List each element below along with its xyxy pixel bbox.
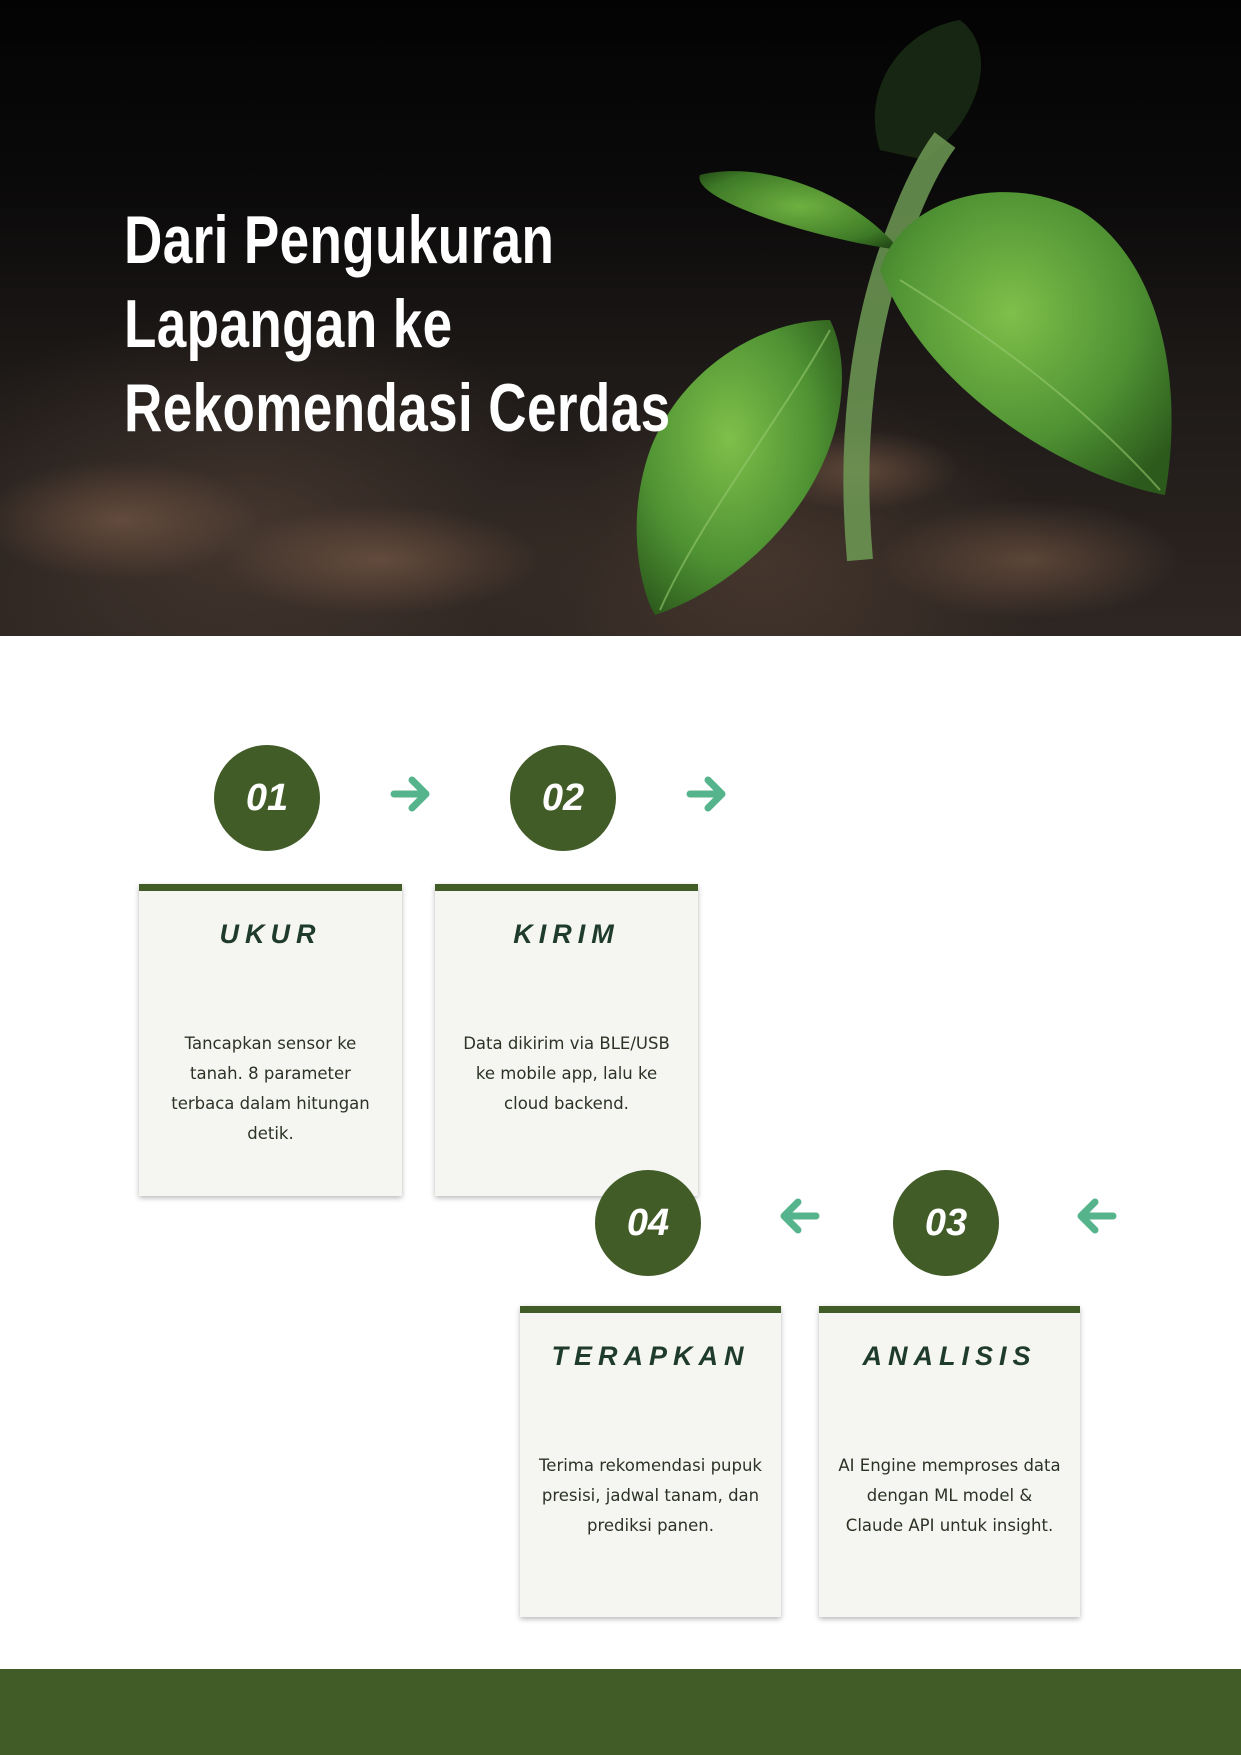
step-card-analisis xyxy=(819,1306,1080,1617)
arrow-left-icon xyxy=(1073,1194,1117,1238)
hero-title-line-1: Dari Pengukuran Lapangan ke xyxy=(124,202,555,362)
step-description-ukur: Tancapkan sensor ke tanah. 8 parameter terbaca dalam hitungan detik. xyxy=(171,1034,370,1143)
arrow-right-icon xyxy=(686,772,730,816)
step-number-01: 01 xyxy=(245,776,289,819)
step-number-02: 02 xyxy=(541,776,585,819)
step-number-04: 04 xyxy=(626,1201,670,1244)
step-title-kirim: KIRIM xyxy=(513,919,620,949)
step-number-badge-04 xyxy=(595,1170,701,1276)
step-title-terapkan: TERAPKAN xyxy=(551,1341,750,1371)
step-title-ukur: UKUR xyxy=(219,919,322,949)
step-card-kirim xyxy=(435,884,698,1196)
step-number-badge-02 xyxy=(510,745,616,851)
step-card-terapkan xyxy=(520,1306,781,1617)
hero-title-line-2: Rekomendasi Cerdas xyxy=(124,370,671,446)
step-number-badge-01 xyxy=(214,745,320,851)
arrow-right-icon xyxy=(390,772,434,816)
hero-title xyxy=(124,198,717,450)
step-card-ukur xyxy=(139,884,402,1196)
footer-band xyxy=(0,1669,1241,1755)
step-number-badge-03 xyxy=(893,1170,999,1276)
step-description-analisis: AI Engine memproses data dengan ML model & Claude API untuk insight. xyxy=(838,1456,1061,1535)
step-title-analisis: ANALISIS xyxy=(862,1341,1037,1371)
step-number-03: 03 xyxy=(924,1201,968,1244)
step-description-kirim: Data dikirim via BLE/USB ke mobile app, lalu ke cloud backend. xyxy=(463,1034,670,1113)
step-description-terapkan: Terima rekomendasi pupuk presisi, jadwal tanam, dan prediksi panen. xyxy=(539,1456,762,1535)
hero-banner xyxy=(0,0,1241,636)
arrow-left-icon xyxy=(776,1194,820,1238)
